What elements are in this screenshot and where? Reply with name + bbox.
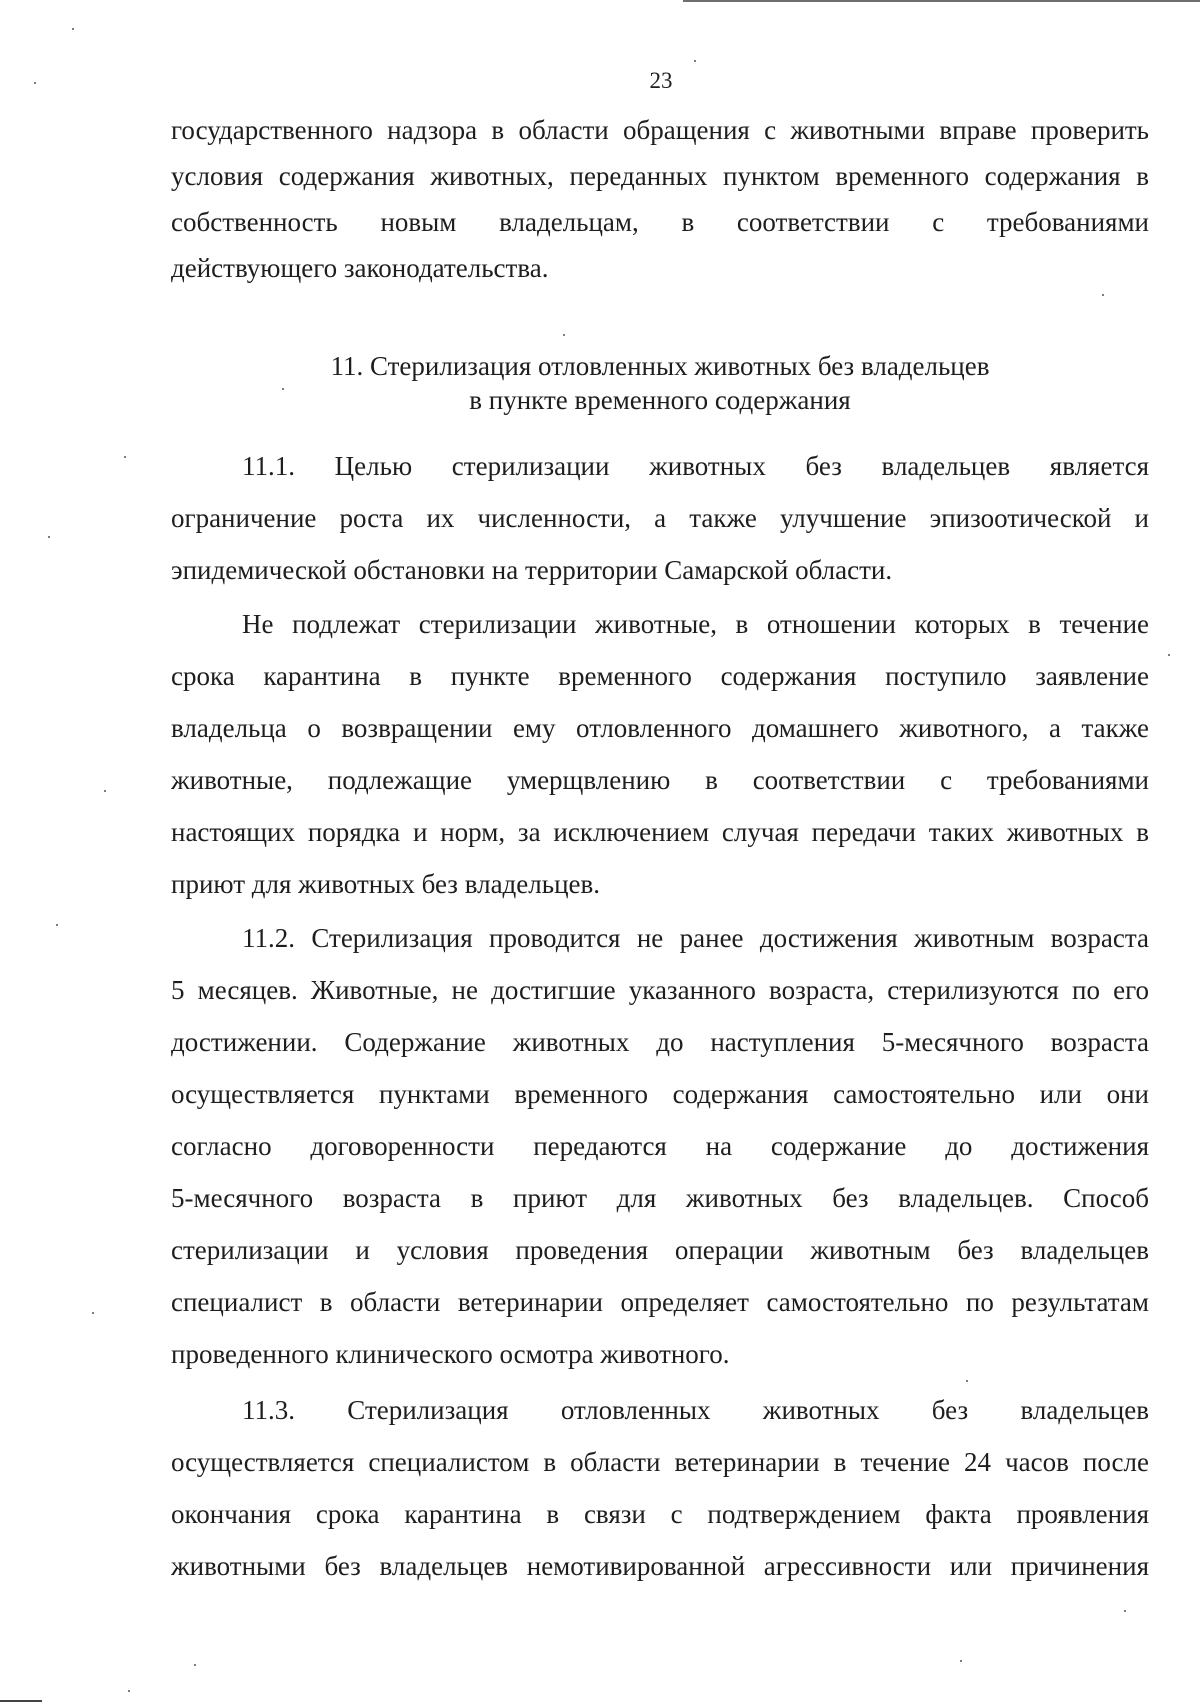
text-line: собственность новым владельцам, в соответствии с требованиями bbox=[171, 207, 1149, 237]
text-line: 11.2. Стерилизация проводится не ранее достижения животным возраста bbox=[242, 923, 1149, 953]
text-line: срока карантина в пункте временного содержания поступило заявление bbox=[171, 661, 1149, 691]
text-line: животные, подлежащие умерщвлению в соответствии с требованиями bbox=[171, 765, 1149, 795]
section-heading-line: в пункте временного содержания bbox=[469, 385, 851, 415]
text-line: 11.1. Целью стерилизации животных без владельцев является bbox=[242, 451, 1149, 481]
text-line: настоящих порядка и норм, за исключением случая передачи таких животных в bbox=[171, 817, 1149, 847]
text-line: осуществляется специалистом в области ветеринарии в течение 24 часов после bbox=[171, 1447, 1149, 1477]
scan-speck bbox=[128, 1690, 130, 1692]
text-line: приют для животных без владельцев. bbox=[171, 869, 600, 899]
scan-speck bbox=[1102, 294, 1104, 296]
scan-speck bbox=[1168, 654, 1170, 656]
text-line: государственного надзора в области обращения с животными вправе проверить bbox=[171, 115, 1149, 145]
scan-speck bbox=[56, 924, 58, 926]
scan-speck bbox=[960, 1660, 962, 1662]
text-line: эпидемической обстановки на территории Самарской области. bbox=[171, 555, 893, 585]
scan-speck bbox=[34, 82, 36, 84]
scan-speck bbox=[966, 1380, 968, 1382]
scan-speck bbox=[563, 334, 565, 336]
text-line: условия содержания животных, переданных пунктом временного содержания в bbox=[171, 161, 1149, 191]
text-line: владельца о возвращении ему отловленного домашнего животного, а также bbox=[171, 713, 1149, 743]
text-line: осуществляется пунктами временного содержания самостоятельно или они bbox=[171, 1079, 1149, 1109]
text-line: окончания срока карантина в связи с подтверждением факта проявления bbox=[171, 1499, 1149, 1529]
scan-bottom-rule bbox=[0, 1700, 42, 1702]
text-line: ограничение роста их численности, а также улучшение эпизоотической и bbox=[171, 503, 1149, 533]
scan-speck bbox=[92, 1312, 94, 1314]
text-line: согласно договоренности передаются на содержание до достижения bbox=[171, 1131, 1149, 1161]
scan-speck bbox=[282, 388, 284, 390]
text-line: достижении. Содержание животных до наступления 5-месячного возраста bbox=[171, 1027, 1149, 1057]
text-line: стерилизации и условия проведения операции животным без владельцев bbox=[171, 1235, 1149, 1265]
text-line: действующего законодательства. bbox=[171, 253, 549, 283]
text-line: животными без владельцев немотивированной агрессивности или причинения bbox=[171, 1551, 1149, 1581]
scan-speck bbox=[48, 536, 50, 538]
scan-speck bbox=[72, 28, 74, 30]
text-line: 5-месячного возраста в приют для животных без владельцев. Способ bbox=[171, 1183, 1149, 1213]
text-line: 5 месяцев. Животные, не достигшие указанного возраста, стерилизуются по его bbox=[171, 975, 1149, 1005]
text-line: 11.3. Стерилизация отловленных животных без владельцев bbox=[242, 1395, 1149, 1425]
scan-speck bbox=[104, 790, 106, 792]
page-number: 23 bbox=[649, 68, 673, 93]
section-heading-line: 11. Стерилизация отловленных животных без владельцев bbox=[330, 351, 990, 381]
scan-speck bbox=[694, 60, 696, 62]
scan-speck bbox=[1124, 1610, 1126, 1612]
text-line: проведенного клинического осмотра животного. bbox=[171, 1339, 730, 1369]
scan-speck bbox=[124, 456, 126, 458]
text-line: специалист в области ветеринарии определяет самостоятельно по результатам bbox=[171, 1287, 1149, 1317]
scan-top-edge bbox=[683, 0, 1200, 2]
scan-speck bbox=[194, 1664, 196, 1666]
text-line: Не подлежат стерилизации животные, в отношении которых в течение bbox=[242, 609, 1149, 639]
